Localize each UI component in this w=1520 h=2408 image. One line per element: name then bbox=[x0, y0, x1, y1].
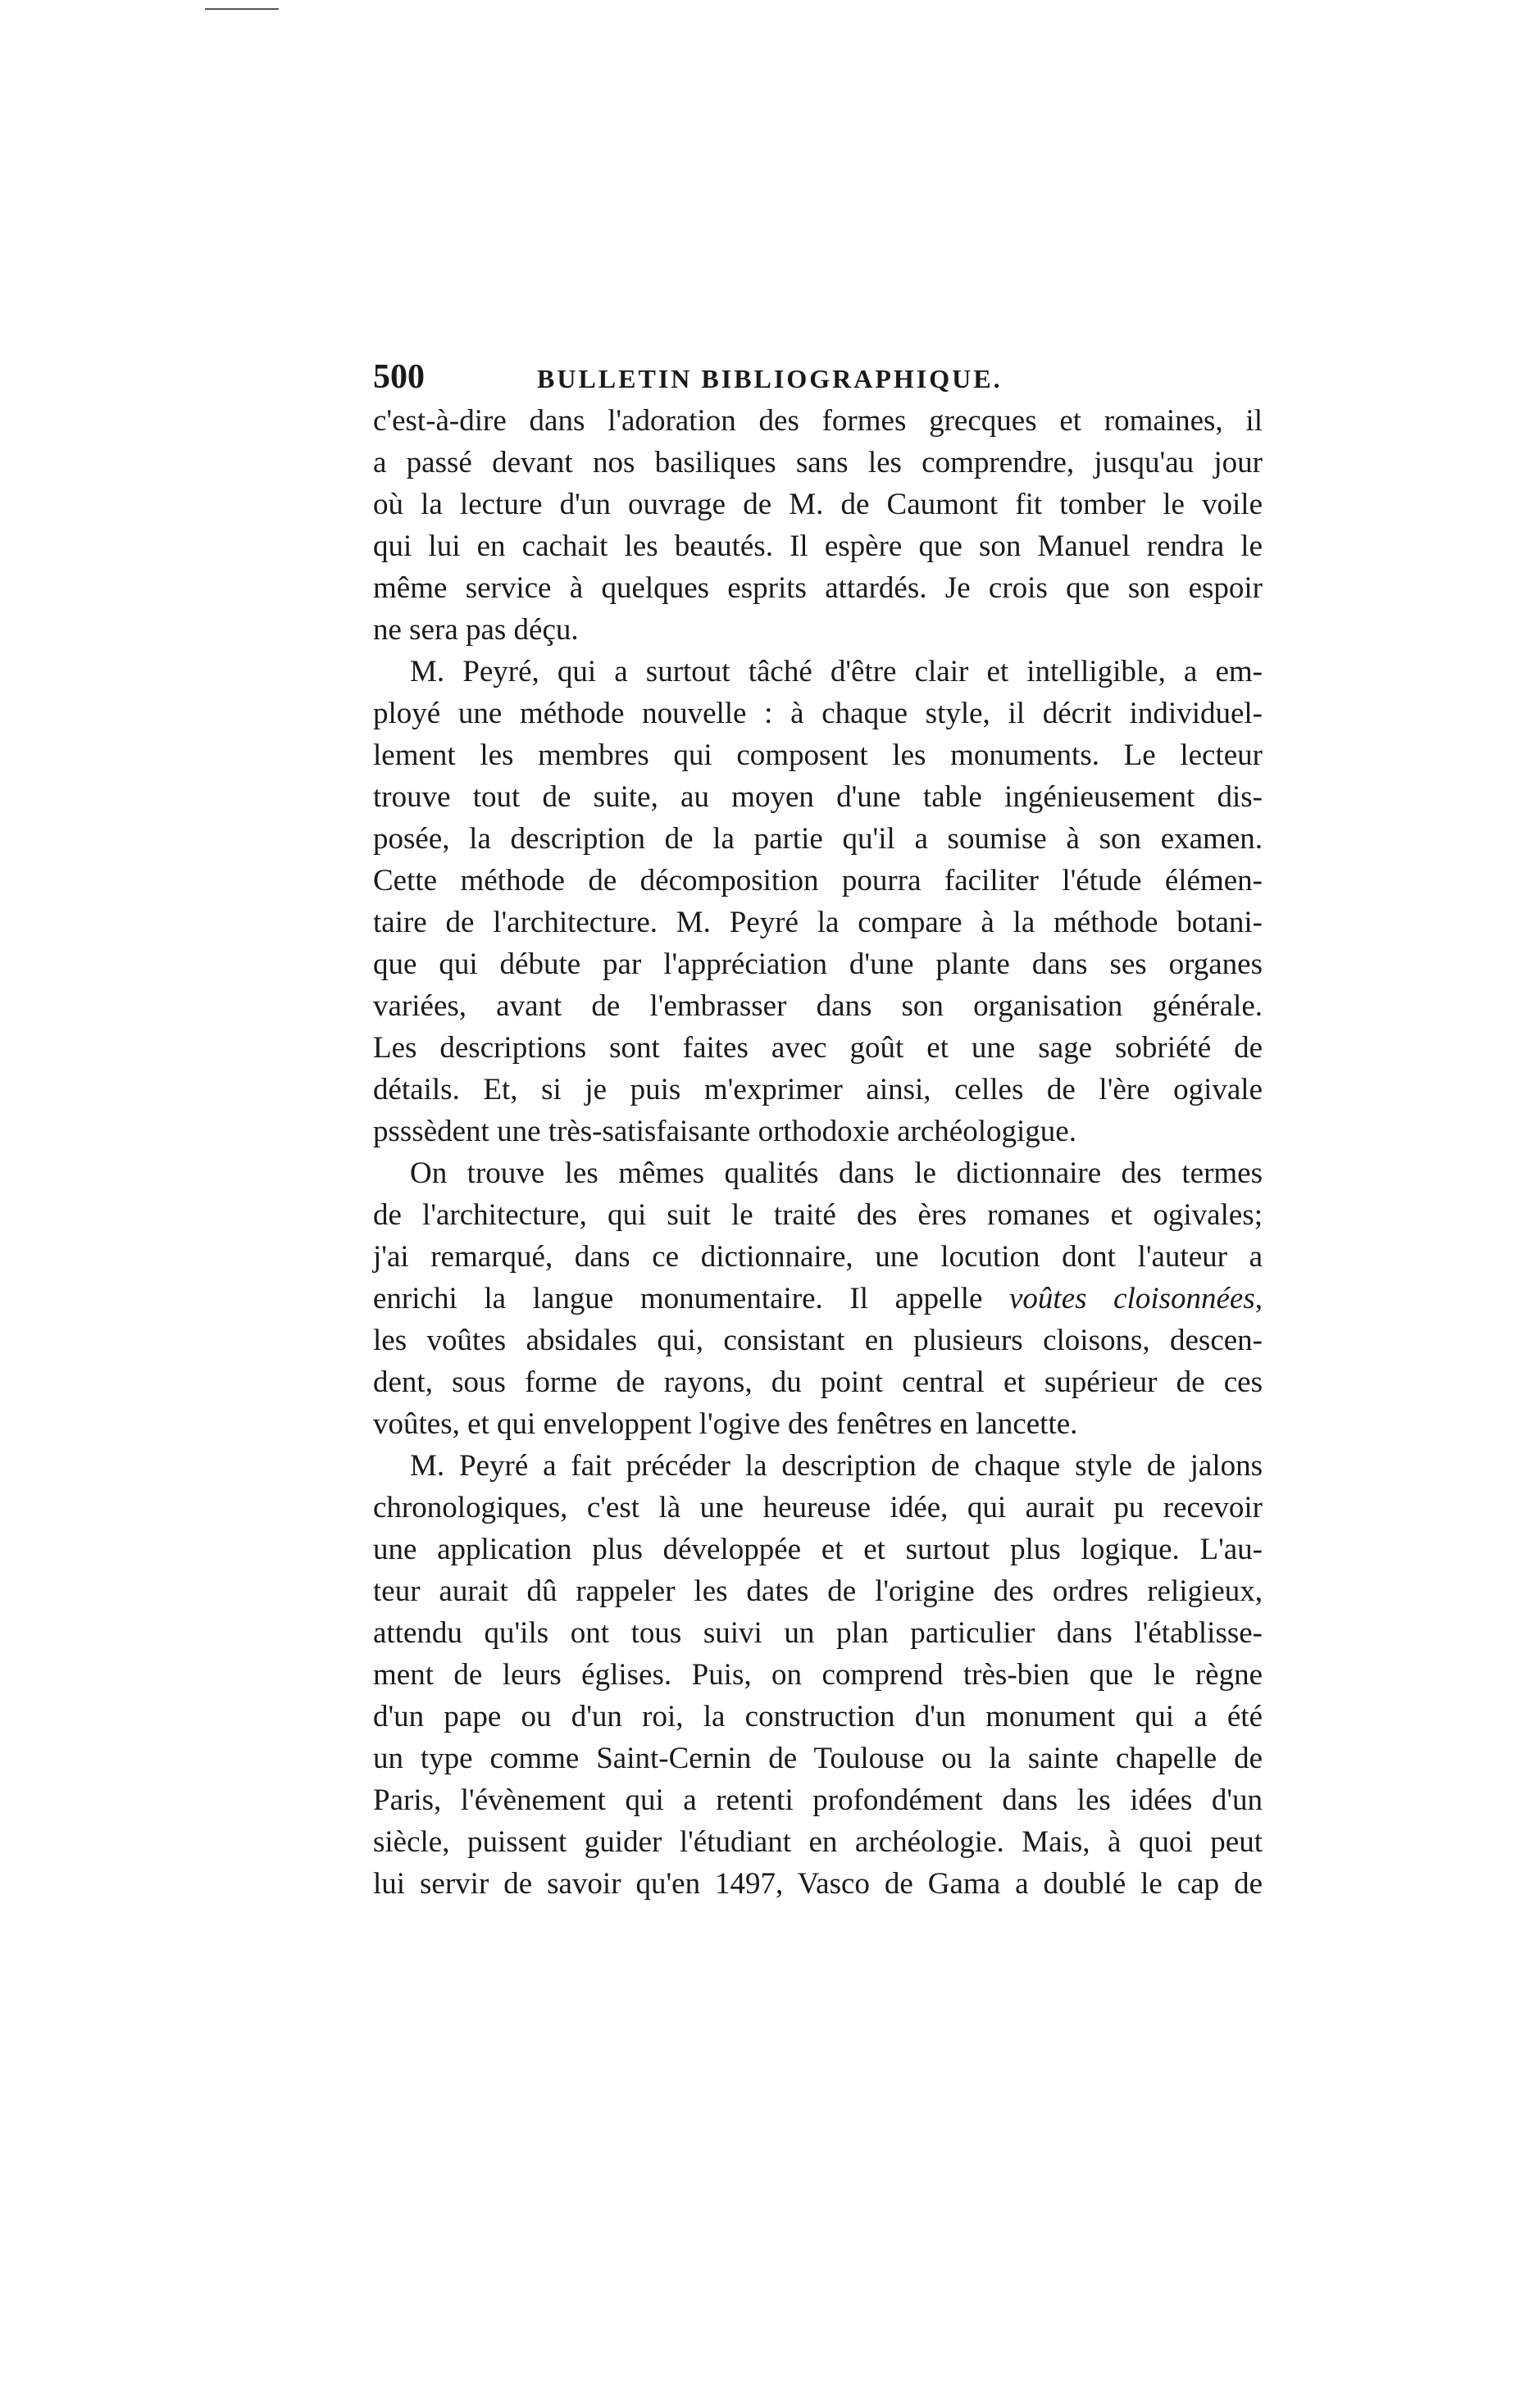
text-line: les voûtes absidales qui, consistant en plusieurs cloisons, descen- bbox=[373, 1324, 1263, 1357]
page bbox=[373, 357, 1263, 1905]
text-line: a passé devant nos basiliques sans les comprendre, jusqu'au jour bbox=[373, 446, 1263, 479]
text-line: enrichi la langue monumentaire. Il appelle voûtes cloisonnées, bbox=[373, 1282, 1263, 1315]
text-line: chronologiques, c'est là une heureuse idée, qui aurait pu recevoir bbox=[373, 1491, 1263, 1524]
text-line: teur aurait dû rappeler les dates de l'origine des ordres religieux, bbox=[373, 1574, 1263, 1608]
text-line: taire de l'architecture. M. Peyré la compare à la méthode botani- bbox=[373, 906, 1263, 939]
text-line: ne sera pas déçu. bbox=[373, 613, 579, 647]
paragraph-4 bbox=[373, 1445, 1263, 1905]
text-line: un type comme Saint-Cernin de Toulouse ou la sainte chapelle de bbox=[373, 1742, 1263, 1775]
text-line: ment de leurs églises. Puis, on comprend très-bien que le règne bbox=[373, 1658, 1263, 1692]
text-line: On trouve les mêmes qualités dans le dictionnaire des termes bbox=[410, 1156, 1263, 1190]
top-rule bbox=[205, 8, 279, 10]
text-line: qui lui en cachait les beautés. Il espère que son Manuel rendra le bbox=[373, 529, 1263, 563]
text-line: dent, sous forme de rayons, du point central et supérieur de ces bbox=[373, 1365, 1263, 1399]
text-line: de l'architecture, qui suit le traité des ères romanes et ogivales; bbox=[373, 1198, 1263, 1232]
text-line: posée, la description de la partie qu'il a soumise à son examen. bbox=[373, 822, 1263, 856]
text-line: même service à quelques esprits attardés. Je crois que son espoir bbox=[373, 571, 1263, 605]
text-line: détails. Et, si je puis m'exprimer ainsi, celles de l'ère ogivale bbox=[373, 1073, 1263, 1106]
text-line: où la lecture d'un ouvrage de M. de Caumont fit tomber le voile bbox=[373, 488, 1263, 521]
text-line: siècle, puissent guider l'étudiant en archéologie. Mais, à quoi peut bbox=[373, 1825, 1263, 1859]
text-line: lement les membres qui composent les monuments. Le lecteur bbox=[373, 738, 1263, 772]
text-line: lui servir de savoir qu'en 1497, Vasco de Gama a doublé le cap de bbox=[373, 1867, 1263, 1901]
text-line: Cette méthode de décomposition pourra faciliter l'étude élémen- bbox=[373, 864, 1263, 897]
body-text bbox=[373, 400, 1263, 1905]
text-line: attendu qu'ils ont tous suivi un plan particulier dans l'établisse- bbox=[373, 1616, 1263, 1650]
paragraph-1 bbox=[373, 400, 1263, 651]
text-line: ployé une méthode nouvelle : à chaque style, il décrit individuel- bbox=[373, 697, 1263, 730]
text-line: c'est-à-dire dans l'adoration des formes grecques et romaines, il bbox=[373, 404, 1263, 438]
text-line: M. Peyré a fait précéder la description de chaque style de jalons bbox=[410, 1449, 1263, 1483]
text-line: une application plus développée et et surtout plus logique. L'au- bbox=[373, 1533, 1263, 1566]
page-header bbox=[373, 357, 1263, 400]
paragraph-2 bbox=[373, 651, 1263, 1152]
text-line: variées, avant de l'embrasser dans son organisation générale. bbox=[373, 989, 1263, 1023]
text-line: Les descriptions sont faites avec goût et une sage sobriété de bbox=[373, 1031, 1263, 1065]
paragraph-3 bbox=[373, 1152, 1263, 1445]
italic-term: voûtes cloisonnées bbox=[1009, 1282, 1255, 1315]
running-head: BULLETIN BIBLIOGRAPHIQUE. bbox=[537, 364, 1003, 393]
text-line: voûtes, et qui enveloppent l'ogive des fenêtres en lancette. bbox=[373, 1407, 1078, 1441]
text-line: Paris, l'évènement qui a retenti profondément dans les idées d'un bbox=[373, 1783, 1263, 1817]
text-line: psssèdent une très-satisfaisante orthodoxie archéologigue. bbox=[373, 1115, 1076, 1148]
text-line: j'ai remarqué, dans ce dictionnaire, une locution dont l'auteur a bbox=[373, 1240, 1263, 1274]
page-number: 500 bbox=[373, 358, 425, 396]
text-line: d'un pape ou d'un roi, la construction d'un monument qui a été bbox=[373, 1700, 1263, 1733]
text-line: M. Peyré, qui a surtout tâché d'être clair et intelligible, a em- bbox=[410, 655, 1263, 688]
text-line: trouve tout de suite, au moyen d'une table ingénieusement dis- bbox=[373, 780, 1263, 814]
text-line: que qui débute par l'appréciation d'une plante dans ses organes bbox=[373, 947, 1263, 981]
